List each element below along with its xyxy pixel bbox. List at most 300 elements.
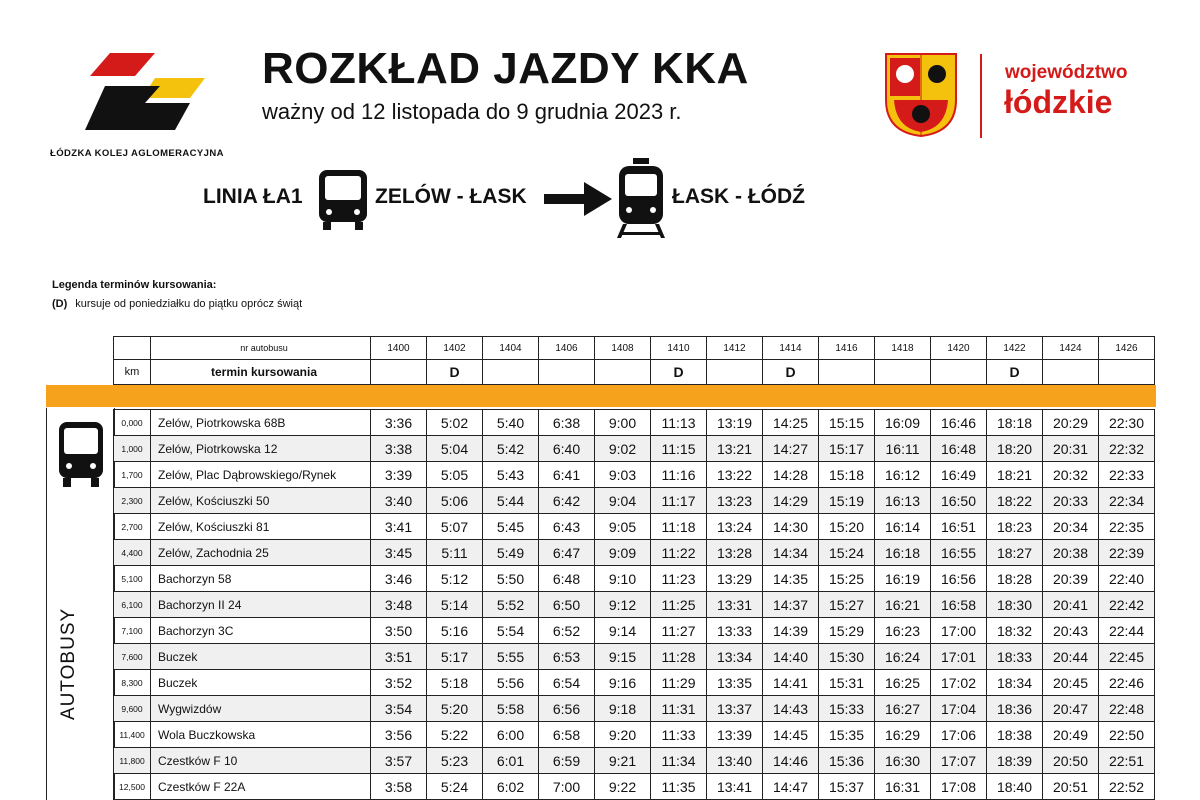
table-row xyxy=(114,618,1155,644)
time-cell: 3:57 xyxy=(371,748,427,774)
km-cell: 7,100 xyxy=(114,618,151,644)
time-cell: 7:00 xyxy=(539,774,595,800)
time-cell: 5:11 xyxy=(427,540,483,566)
time-cell: 5:05 xyxy=(427,462,483,488)
time-cell: 3:40 xyxy=(371,488,427,514)
bus-number-cell: 1400 xyxy=(371,337,427,360)
km-label: km xyxy=(114,360,151,385)
time-cell: 16:27 xyxy=(875,696,931,722)
time-cell: 6:41 xyxy=(539,462,595,488)
time-cell: 14:34 xyxy=(763,540,819,566)
page-title: ROZKŁAD JAZDY KKA xyxy=(262,44,749,93)
time-cell: 3:46 xyxy=(371,566,427,592)
stop-name-cell: Czestków F 22A xyxy=(151,774,371,800)
time-cell: 18:18 xyxy=(987,410,1043,436)
km-cell: 4,400 xyxy=(114,540,151,566)
time-cell: 13:19 xyxy=(707,410,763,436)
time-cell: 17:08 xyxy=(931,774,987,800)
time-cell: 14:40 xyxy=(763,644,819,670)
time-cell: 20:45 xyxy=(1043,670,1099,696)
bus-number-cell: 1422 xyxy=(987,337,1043,360)
time-cell: 16:46 xyxy=(931,410,987,436)
time-cell: 11:23 xyxy=(651,566,707,592)
time-cell: 15:33 xyxy=(819,696,875,722)
time-cell: 3:36 xyxy=(371,410,427,436)
time-cell: 20:34 xyxy=(1043,514,1099,540)
table-row xyxy=(114,566,1155,592)
time-cell: 22:34 xyxy=(1099,488,1155,514)
time-cell: 11:15 xyxy=(651,436,707,462)
legend-title: Legenda terminów kursowania: xyxy=(52,279,217,291)
time-cell: 16:18 xyxy=(875,540,931,566)
time-cell: 14:45 xyxy=(763,722,819,748)
time-cell: 5:58 xyxy=(483,696,539,722)
time-cell: 11:33 xyxy=(651,722,707,748)
time-cell: 13:40 xyxy=(707,748,763,774)
time-cell: 5:14 xyxy=(427,592,483,618)
time-cell: 16:12 xyxy=(875,462,931,488)
table-row xyxy=(114,540,1155,566)
time-cell: 15:37 xyxy=(819,774,875,800)
table-row xyxy=(114,722,1155,748)
bus-number-cell: 1406 xyxy=(539,337,595,360)
time-cell: 5:20 xyxy=(427,696,483,722)
region-word-1: województwo xyxy=(1005,62,1128,83)
time-cell: 3:48 xyxy=(371,592,427,618)
stop-name-cell: Czestków F 10 xyxy=(151,748,371,774)
time-cell: 18:32 xyxy=(987,618,1043,644)
stop-name-cell: Bachorzyn 3C xyxy=(151,618,371,644)
time-cell: 6:48 xyxy=(539,566,595,592)
time-cell: 5:18 xyxy=(427,670,483,696)
time-cell: 22:39 xyxy=(1099,540,1155,566)
bus-number-cell: 1424 xyxy=(1043,337,1099,360)
kka-logo xyxy=(50,48,230,158)
bus-number-cell: 1402 xyxy=(427,337,483,360)
km-cell: 2,300 xyxy=(114,488,151,514)
time-cell: 5:40 xyxy=(483,410,539,436)
time-cell: 18:20 xyxy=(987,436,1043,462)
time-cell: 14:27 xyxy=(763,436,819,462)
km-cell: 6,100 xyxy=(114,592,151,618)
time-cell: 17:01 xyxy=(931,644,987,670)
time-cell: 5:55 xyxy=(483,644,539,670)
line-name: LINIA ŁA1 xyxy=(203,185,303,208)
km-cell: 11,800 xyxy=(114,748,151,774)
time-cell: 13:22 xyxy=(707,462,763,488)
time-cell: 16:23 xyxy=(875,618,931,644)
time-cell: 13:21 xyxy=(707,436,763,462)
time-cell: 13:39 xyxy=(707,722,763,748)
bus-number-cell: 1414 xyxy=(763,337,819,360)
section-label: AUTOBUSY xyxy=(58,607,79,720)
term-cell: D xyxy=(427,360,483,385)
time-cell: 18:21 xyxy=(987,462,1043,488)
time-cell: 6:43 xyxy=(539,514,595,540)
time-cell: 11:18 xyxy=(651,514,707,540)
time-cell: 14:25 xyxy=(763,410,819,436)
time-cell: 6:01 xyxy=(483,748,539,774)
km-cell: 1,700 xyxy=(114,462,151,488)
bus-number-cell: 1404 xyxy=(483,337,539,360)
time-cell: 18:36 xyxy=(987,696,1043,722)
time-cell: 6:40 xyxy=(539,436,595,462)
time-cell: 3:50 xyxy=(371,618,427,644)
time-cell: 18:33 xyxy=(987,644,1043,670)
bus-number-label: nr autobusu xyxy=(151,337,371,360)
time-cell: 9:15 xyxy=(595,644,651,670)
time-cell: 22:45 xyxy=(1099,644,1155,670)
time-cell: 18:30 xyxy=(987,592,1043,618)
time-cell: 15:15 xyxy=(819,410,875,436)
time-cell: 22:50 xyxy=(1099,722,1155,748)
time-cell: 20:33 xyxy=(1043,488,1099,514)
time-cell: 15:31 xyxy=(819,670,875,696)
time-cell: 15:25 xyxy=(819,566,875,592)
time-cell: 14:35 xyxy=(763,566,819,592)
time-cell: 3:54 xyxy=(371,696,427,722)
time-cell: 9:04 xyxy=(595,488,651,514)
km-cell: 8,300 xyxy=(114,670,151,696)
header-row-terms xyxy=(114,360,1155,385)
term-cell xyxy=(539,360,595,385)
bus-icon xyxy=(317,168,369,237)
time-cell: 14:46 xyxy=(763,748,819,774)
time-cell: 6:58 xyxy=(539,722,595,748)
time-cell: 16:56 xyxy=(931,566,987,592)
stop-name-cell: Wola Buczkowska xyxy=(151,722,371,748)
time-cell: 20:44 xyxy=(1043,644,1099,670)
time-cell: 14:47 xyxy=(763,774,819,800)
time-cell: 18:27 xyxy=(987,540,1043,566)
time-cell: 5:02 xyxy=(427,410,483,436)
time-cell: 5:04 xyxy=(427,436,483,462)
time-cell: 13:24 xyxy=(707,514,763,540)
time-cell: 6:53 xyxy=(539,644,595,670)
time-cell: 9:02 xyxy=(595,436,651,462)
table-row xyxy=(114,774,1155,800)
time-cell: 3:51 xyxy=(371,644,427,670)
km-cell: 5,100 xyxy=(114,566,151,592)
time-cell: 14:43 xyxy=(763,696,819,722)
bus-number-cell: 1410 xyxy=(651,337,707,360)
time-cell: 6:47 xyxy=(539,540,595,566)
term-cell: D xyxy=(987,360,1043,385)
term-cell: D xyxy=(763,360,819,385)
time-cell: 6:00 xyxy=(483,722,539,748)
time-cell: 3:41 xyxy=(371,514,427,540)
time-cell: 13:29 xyxy=(707,566,763,592)
table-row xyxy=(114,410,1155,436)
time-cell: 11:29 xyxy=(651,670,707,696)
km-cell: 1,000 xyxy=(114,436,151,462)
time-cell: 22:35 xyxy=(1099,514,1155,540)
time-cell: 18:22 xyxy=(987,488,1043,514)
time-cell: 17:06 xyxy=(931,722,987,748)
km-cell: 0,000 xyxy=(114,410,151,436)
time-cell: 5:43 xyxy=(483,462,539,488)
time-cell: 15:24 xyxy=(819,540,875,566)
term-label: termin kursowania xyxy=(151,360,371,385)
region-divider xyxy=(980,54,982,138)
time-cell: 5:06 xyxy=(427,488,483,514)
time-cell: 16:58 xyxy=(931,592,987,618)
km-cell: 2,700 xyxy=(114,514,151,540)
arrow-right-icon xyxy=(544,182,612,221)
time-cell: 5:42 xyxy=(483,436,539,462)
time-cell: 15:20 xyxy=(819,514,875,540)
time-cell: 20:51 xyxy=(1043,774,1099,800)
time-cell: 13:28 xyxy=(707,540,763,566)
time-cell: 5:44 xyxy=(483,488,539,514)
time-cell: 13:31 xyxy=(707,592,763,618)
time-cell: 18:34 xyxy=(987,670,1043,696)
time-cell: 20:32 xyxy=(1043,462,1099,488)
time-cell: 3:52 xyxy=(371,670,427,696)
table-row xyxy=(114,644,1155,670)
legend-description: kursuje od poniedziałku do piątku oprócz świąt xyxy=(75,298,303,310)
time-cell: 11:13 xyxy=(651,410,707,436)
time-cell: 17:02 xyxy=(931,670,987,696)
spacer-row xyxy=(114,385,1155,410)
time-cell: 9:00 xyxy=(595,410,651,436)
time-cell: 15:17 xyxy=(819,436,875,462)
time-cell: 6:42 xyxy=(539,488,595,514)
stop-name-cell: Zelów, Piotrkowska 68B xyxy=(151,410,371,436)
time-cell: 11:22 xyxy=(651,540,707,566)
time-cell: 5:50 xyxy=(483,566,539,592)
time-cell: 17:00 xyxy=(931,618,987,644)
time-cell: 16:30 xyxy=(875,748,931,774)
time-cell: 9:22 xyxy=(595,774,651,800)
stop-name-cell: Buczek xyxy=(151,644,371,670)
table-row xyxy=(114,592,1155,618)
time-cell: 17:04 xyxy=(931,696,987,722)
time-cell: 5:17 xyxy=(427,644,483,670)
time-cell: 14:37 xyxy=(763,592,819,618)
stop-name-cell: Bachorzyn 58 xyxy=(151,566,371,592)
stop-name-cell: Buczek xyxy=(151,670,371,696)
time-cell: 5:56 xyxy=(483,670,539,696)
timetable xyxy=(113,336,1155,800)
stop-name-cell: Zelów, Plac Dąbrowskiego/Rynek xyxy=(151,462,371,488)
term-cell xyxy=(875,360,931,385)
table-row xyxy=(114,748,1155,774)
time-cell: 22:51 xyxy=(1099,748,1155,774)
time-cell: 18:23 xyxy=(987,514,1043,540)
time-cell: 6:52 xyxy=(539,618,595,644)
time-cell: 18:28 xyxy=(987,566,1043,592)
km-cell: 12,500 xyxy=(114,774,151,800)
time-cell: 15:35 xyxy=(819,722,875,748)
time-cell: 5:54 xyxy=(483,618,539,644)
time-cell: 6:38 xyxy=(539,410,595,436)
time-cell: 13:41 xyxy=(707,774,763,800)
time-cell: 22:40 xyxy=(1099,566,1155,592)
time-cell: 16:48 xyxy=(931,436,987,462)
km-cell: 11,400 xyxy=(114,722,151,748)
time-cell: 22:52 xyxy=(1099,774,1155,800)
time-cell: 16:14 xyxy=(875,514,931,540)
bus-number-cell: 1420 xyxy=(931,337,987,360)
time-cell: 20:41 xyxy=(1043,592,1099,618)
stop-name-cell: Wygwizdów xyxy=(151,696,371,722)
time-cell: 9:14 xyxy=(595,618,651,644)
route-segment-bus: ZELÓW - ŁASK xyxy=(375,185,527,208)
time-cell: 20:50 xyxy=(1043,748,1099,774)
term-cell xyxy=(595,360,651,385)
time-cell: 9:09 xyxy=(595,540,651,566)
time-cell: 22:42 xyxy=(1099,592,1155,618)
time-cell: 14:29 xyxy=(763,488,819,514)
table-row xyxy=(114,670,1155,696)
time-cell: 9:21 xyxy=(595,748,651,774)
km-cell: 7,600 xyxy=(114,644,151,670)
region-coat-of-arms xyxy=(884,52,958,143)
route-segment-train: ŁASK - ŁÓDŹ xyxy=(672,185,805,208)
time-cell: 13:33 xyxy=(707,618,763,644)
table-row xyxy=(114,514,1155,540)
time-cell: 22:44 xyxy=(1099,618,1155,644)
bus-number-cell: 1412 xyxy=(707,337,763,360)
time-cell: 14:30 xyxy=(763,514,819,540)
term-cell xyxy=(371,360,427,385)
time-cell: 13:23 xyxy=(707,488,763,514)
bus-section-icon xyxy=(55,420,107,495)
table-row xyxy=(114,488,1155,514)
time-cell: 15:29 xyxy=(819,618,875,644)
time-cell: 3:58 xyxy=(371,774,427,800)
time-cell: 9:10 xyxy=(595,566,651,592)
kka-caption: ŁÓDZKA KOLEJ AGLOMERACYJNA xyxy=(50,148,224,159)
time-cell: 9:12 xyxy=(595,592,651,618)
time-cell: 16:24 xyxy=(875,644,931,670)
time-cell: 16:51 xyxy=(931,514,987,540)
time-cell: 16:29 xyxy=(875,722,931,748)
time-cell: 16:21 xyxy=(875,592,931,618)
time-cell: 16:11 xyxy=(875,436,931,462)
table-row xyxy=(114,436,1155,462)
stop-name-cell: Zelów, Kościuszki 50 xyxy=(151,488,371,514)
time-cell: 5:23 xyxy=(427,748,483,774)
time-cell: 9:20 xyxy=(595,722,651,748)
table-row xyxy=(114,696,1155,722)
time-cell: 11:31 xyxy=(651,696,707,722)
time-cell: 22:48 xyxy=(1099,696,1155,722)
time-cell: 11:17 xyxy=(651,488,707,514)
time-cell: 15:18 xyxy=(819,462,875,488)
time-cell: 11:27 xyxy=(651,618,707,644)
time-cell: 18:39 xyxy=(987,748,1043,774)
time-cell: 16:09 xyxy=(875,410,931,436)
stop-name-cell: Zelów, Zachodnia 25 xyxy=(151,540,371,566)
time-cell: 6:02 xyxy=(483,774,539,800)
time-cell: 16:13 xyxy=(875,488,931,514)
header-row-bus-numbers xyxy=(114,337,1155,360)
time-cell: 5:52 xyxy=(483,592,539,618)
stop-name-cell: Zelów, Kościuszki 81 xyxy=(151,514,371,540)
time-cell: 5:12 xyxy=(427,566,483,592)
time-cell: 18:40 xyxy=(987,774,1043,800)
time-cell: 6:56 xyxy=(539,696,595,722)
time-cell: 16:55 xyxy=(931,540,987,566)
time-cell: 16:50 xyxy=(931,488,987,514)
time-cell: 6:59 xyxy=(539,748,595,774)
time-cell: 3:45 xyxy=(371,540,427,566)
time-cell: 16:31 xyxy=(875,774,931,800)
page-subtitle: ważny od 12 listopada do 9 grudnia 2023 r. xyxy=(262,99,682,124)
bus-number-cell: 1408 xyxy=(595,337,651,360)
time-cell: 11:35 xyxy=(651,774,707,800)
time-cell: 6:50 xyxy=(539,592,595,618)
time-cell: 9:16 xyxy=(595,670,651,696)
time-cell: 22:46 xyxy=(1099,670,1155,696)
term-cell xyxy=(1099,360,1155,385)
time-cell: 5:16 xyxy=(427,618,483,644)
time-cell: 11:28 xyxy=(651,644,707,670)
time-cell: 5:24 xyxy=(427,774,483,800)
train-icon xyxy=(615,158,667,245)
time-cell: 11:25 xyxy=(651,592,707,618)
time-cell: 15:36 xyxy=(819,748,875,774)
time-cell: 11:34 xyxy=(651,748,707,774)
legend-item xyxy=(52,298,302,310)
bus-number-cell: 1416 xyxy=(819,337,875,360)
term-cell xyxy=(819,360,875,385)
time-cell: 18:38 xyxy=(987,722,1043,748)
time-cell: 5:49 xyxy=(483,540,539,566)
time-cell: 5:22 xyxy=(427,722,483,748)
time-cell: 6:54 xyxy=(539,670,595,696)
time-cell: 20:43 xyxy=(1043,618,1099,644)
term-cell: D xyxy=(651,360,707,385)
time-cell: 20:47 xyxy=(1043,696,1099,722)
bus-number-cell: 1426 xyxy=(1099,337,1155,360)
km-cell: 9,600 xyxy=(114,696,151,722)
time-cell: 11:16 xyxy=(651,462,707,488)
time-cell: 5:45 xyxy=(483,514,539,540)
time-cell: 22:30 xyxy=(1099,410,1155,436)
time-cell: 22:33 xyxy=(1099,462,1155,488)
term-cell xyxy=(483,360,539,385)
bus-number-cell: 1418 xyxy=(875,337,931,360)
time-cell: 9:18 xyxy=(595,696,651,722)
time-cell: 20:49 xyxy=(1043,722,1099,748)
time-cell: 13:37 xyxy=(707,696,763,722)
time-cell: 3:38 xyxy=(371,436,427,462)
time-cell: 20:31 xyxy=(1043,436,1099,462)
time-cell: 9:03 xyxy=(595,462,651,488)
stop-name-cell: Bachorzyn II 24 xyxy=(151,592,371,618)
term-cell xyxy=(931,360,987,385)
time-cell: 15:19 xyxy=(819,488,875,514)
region-word-2: łódzkie xyxy=(1004,84,1113,120)
time-cell: 14:28 xyxy=(763,462,819,488)
time-cell: 3:56 xyxy=(371,722,427,748)
time-cell: 15:27 xyxy=(819,592,875,618)
time-cell: 14:41 xyxy=(763,670,819,696)
time-cell: 15:30 xyxy=(819,644,875,670)
time-cell: 13:34 xyxy=(707,644,763,670)
term-cell xyxy=(1043,360,1099,385)
time-cell: 20:29 xyxy=(1043,410,1099,436)
table-row xyxy=(114,462,1155,488)
time-cell: 9:05 xyxy=(595,514,651,540)
time-cell: 20:39 xyxy=(1043,566,1099,592)
time-cell: 17:07 xyxy=(931,748,987,774)
time-cell: 5:07 xyxy=(427,514,483,540)
time-cell: 16:25 xyxy=(875,670,931,696)
